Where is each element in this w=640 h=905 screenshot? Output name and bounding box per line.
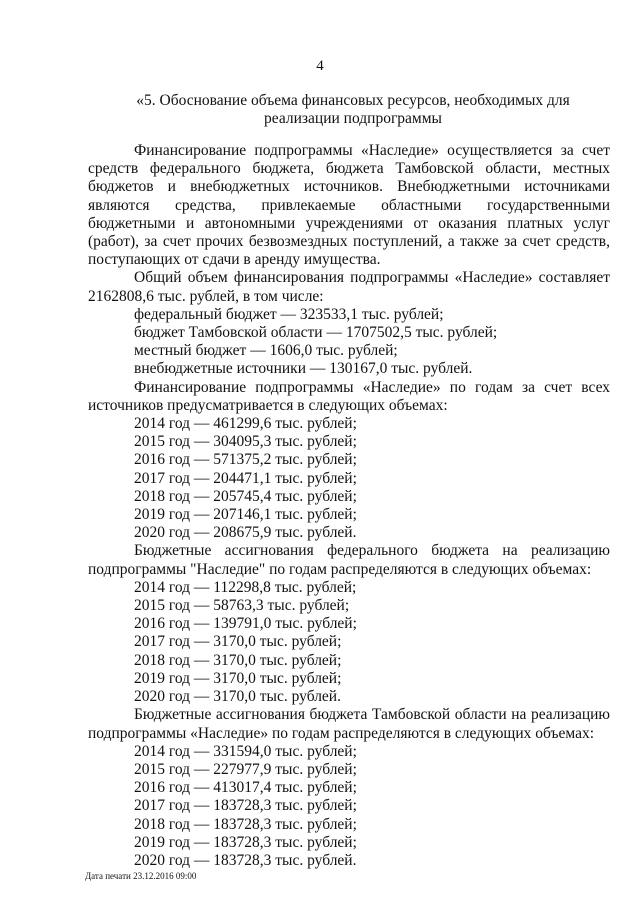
- paragraph-line: бюджетными и автономными учреждениями от оказания платных услуг: [88, 214, 610, 232]
- list-item: 2018 год — 183728,3 тыс. рублей;: [134, 815, 357, 833]
- list-item: 2016 год — 139791,0 тыс. рублей;: [134, 615, 357, 633]
- list-item: внебюджетные источники — 130167,0 тыс. рублей.: [134, 360, 473, 378]
- list-item: 2018 год — 3170,0 тыс. рублей;: [134, 651, 342, 669]
- section-title-line: реализации подпрограммы: [264, 110, 442, 127]
- list-item: 2014 год — 112298,8 тыс. рублей;: [134, 578, 357, 596]
- list-item: 2015 год — 58763,3 тыс. рублей;: [134, 597, 350, 615]
- list-item: местный бюджет — 1606,0 тыс. рублей;: [134, 342, 398, 360]
- section-title-line: «5. Обоснование объема финансовых ресурсов, необходимых для: [136, 92, 570, 109]
- list-item: 2015 год — 304095,3 тыс. рублей;: [134, 433, 357, 451]
- list-item: 2017 год — 183728,3 тыс. рублей;: [134, 797, 357, 815]
- paragraph-line: Бюджетные ассигнования федерального бюджета на реализацию: [134, 542, 610, 560]
- list-item: 2018 год — 205745,4 тыс. рублей;: [134, 487, 357, 505]
- paragraph-line: (работ), за счет прочих безвозмездных поступлений, а также за счет средств,: [88, 233, 610, 251]
- list-item: 2020 год — 3170,0 тыс. рублей.: [134, 688, 341, 706]
- document-body: [88, 142, 610, 870]
- list-item: 2019 год — 183728,3 тыс. рублей;: [134, 833, 357, 851]
- list-item: 2016 год — 571375,2 тыс. рублей;: [134, 451, 357, 469]
- paragraph-line: Общий объем финансирования подпрограммы «Наследие» составляет: [134, 269, 610, 287]
- list-item: 2016 год — 413017,4 тыс. рублей;: [134, 779, 357, 797]
- paragraph-line: подпрограммы "Наследие" по годам распределяются в следующих объемах:: [88, 560, 592, 578]
- list-item: 2020 год — 208675,9 тыс. рублей.: [134, 524, 357, 542]
- list-item: 2015 год — 227977,9 тыс. рублей;: [134, 760, 357, 778]
- paragraph-line: являются средства, привлекаемые областными государственными: [88, 196, 610, 214]
- paragraph-line: Финансирование подпрограммы «Наследие» осуществляется за счет: [134, 142, 610, 159]
- list-item: 2017 год — 204471,1 тыс. рублей;: [134, 469, 357, 487]
- paragraph-line: 2162808,6 тыс. рублей, в том числе:: [88, 287, 324, 305]
- list-item: 2014 год — 331594,0 тыс. рублей;: [134, 742, 357, 760]
- list-item: 2017 год — 3170,0 тыс. рублей;: [134, 633, 342, 651]
- page-number: 4: [316, 58, 324, 74]
- paragraph-line: источников предусматривается в следующих объемах:: [88, 396, 448, 414]
- list-item: бюджет Тамбовской области — 1707502,5 тыс. рублей;: [134, 324, 498, 342]
- list-item: 2020 год — 183728,3 тыс. рублей.: [134, 851, 357, 869]
- list-item: 2019 год — 207146,1 тыс. рублей;: [134, 506, 357, 524]
- list-item: 2014 год — 461299,6 тыс. рублей;: [134, 415, 357, 433]
- list-item: федеральный бюджет — 323533,1 тыс. рублей;: [134, 305, 444, 323]
- paragraph-line: средств федерального бюджета, бюджета Тамбовской области, местных: [88, 160, 610, 178]
- paragraph-line: поступающих от сдачи в аренду имущества.: [88, 251, 381, 269]
- section-title: [118, 92, 588, 128]
- paragraph-line: Финансирование подпрограммы «Наследие» по годам за счет всех: [134, 378, 610, 396]
- list-item: 2019 год — 3170,0 тыс. рублей;: [134, 669, 342, 687]
- paragraph-line: Бюджетные ассигнования бюджета Тамбовской области на реализацию: [134, 706, 610, 724]
- paragraph-line: подпрограммы «Наследие» по годам распределяются в следующих объемах:: [88, 724, 595, 742]
- paragraph-line: бюджетов и внебюджетных источников. Внебюджетными источниками: [88, 178, 610, 196]
- print-date-footer: Дата печати 23.12.2016 09:00: [85, 871, 197, 881]
